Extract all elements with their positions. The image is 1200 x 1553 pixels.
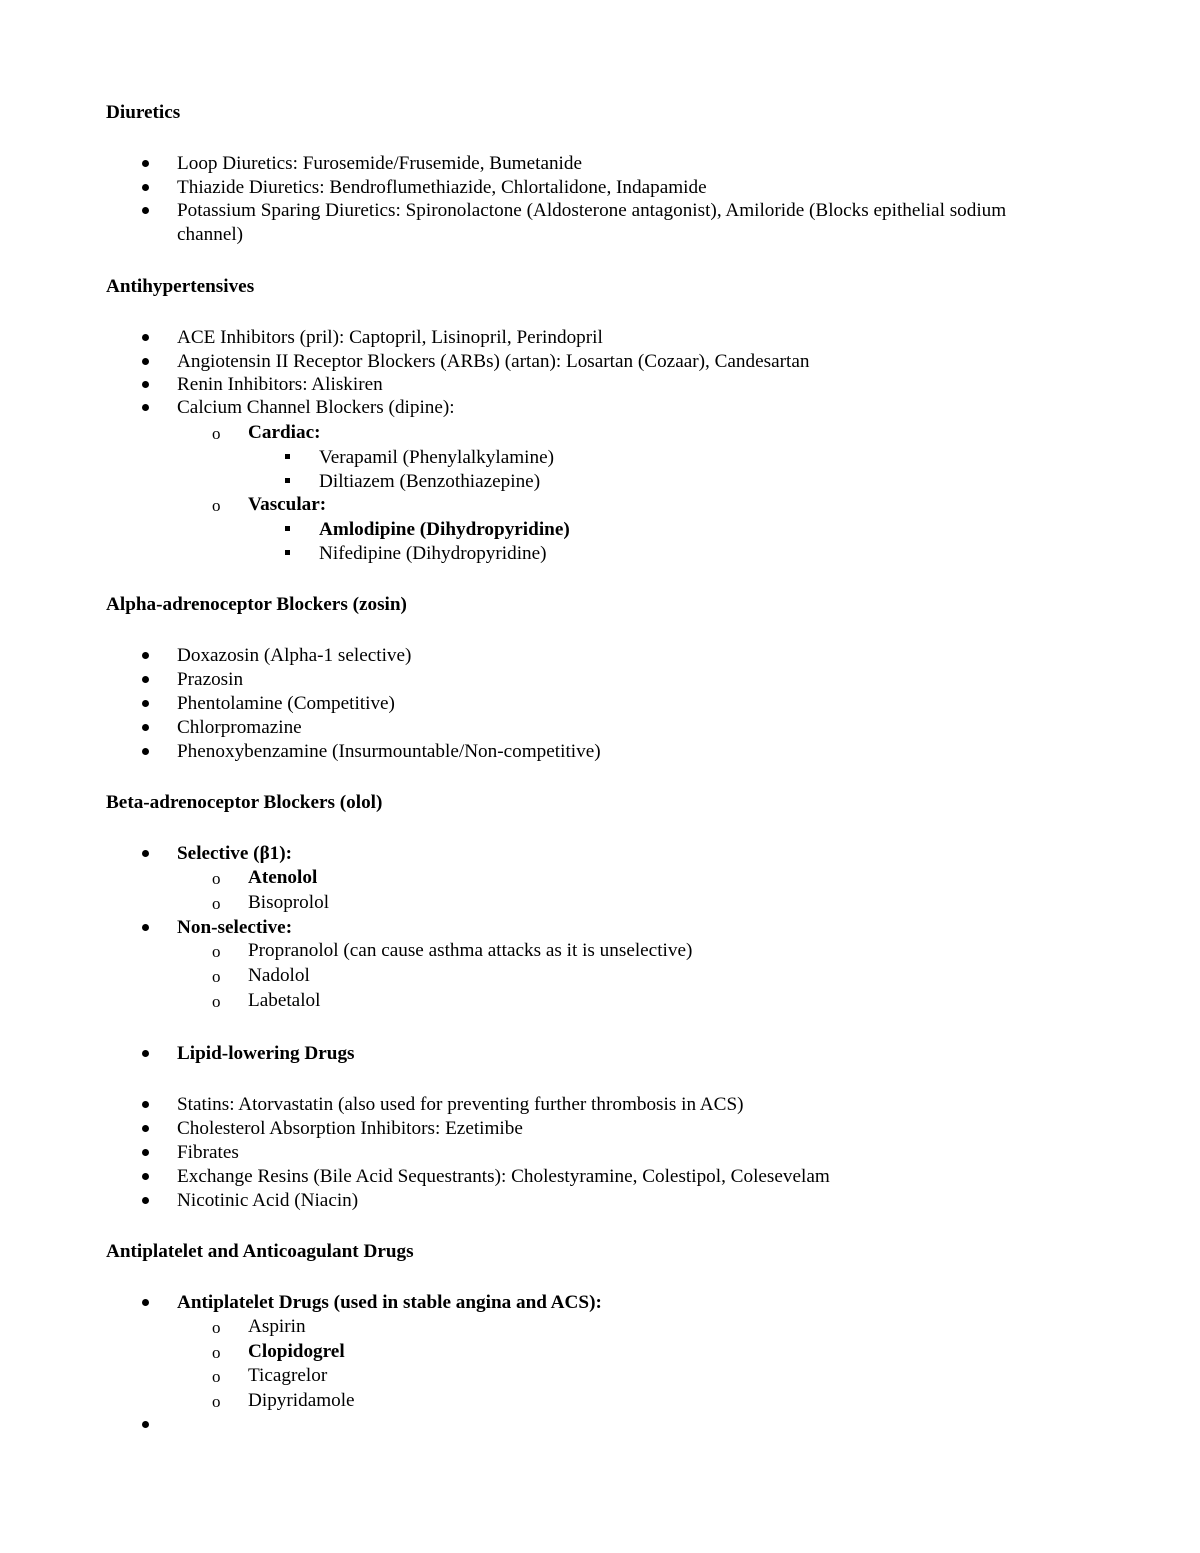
bullet-marker bbox=[142, 358, 149, 365]
section-heading-lipid-lowering: Lipid-lowering Drugs bbox=[177, 1043, 355, 1064]
list-item-label: Non-selective: bbox=[177, 917, 293, 938]
square-bullet-marker bbox=[285, 526, 290, 531]
sub-sub-list-item: Nifedipine (Dihydropyridine) bbox=[319, 543, 547, 564]
sub-list-label: Vascular: bbox=[248, 494, 327, 515]
list-item: Calcium Channel Blockers (dipine): bbox=[177, 397, 455, 418]
bullet-marker bbox=[142, 1299, 149, 1306]
sub-list-item: Dipyridamole bbox=[248, 1390, 355, 1411]
sub-sub-list-item: Verapamil (Phenylalkylamine) bbox=[319, 447, 554, 468]
sub-list-label: Cardiac: bbox=[248, 422, 321, 443]
bullet-marker bbox=[142, 724, 149, 731]
square-bullet-marker bbox=[285, 454, 290, 459]
bullet-marker bbox=[142, 748, 149, 755]
list-item: Renin Inhibitors: Aliskiren bbox=[177, 374, 383, 395]
list-item: ACE Inhibitors (pril): Captopril, Lisinopril, Perindopril bbox=[177, 327, 603, 348]
sub-bullet-marker: o bbox=[212, 424, 221, 443]
bullet-marker bbox=[142, 160, 149, 167]
bullet-marker-empty bbox=[142, 1421, 149, 1428]
sub-bullet-marker: o bbox=[212, 1343, 221, 1362]
sub-list-item: Clopidogrel bbox=[248, 1341, 345, 1362]
sub-bullet-marker: o bbox=[212, 1392, 221, 1411]
list-item: Exchange Resins (Bile Acid Sequestrants): Cholestyramine, Colestipol, Colesevelam bbox=[177, 1166, 830, 1187]
sub-bullet-marker: o bbox=[212, 894, 221, 913]
bullet-marker bbox=[142, 381, 149, 388]
bullet-marker bbox=[142, 334, 149, 341]
sub-list-item: Labetalol bbox=[248, 990, 321, 1011]
list-item: Angiotensin II Receptor Blockers (ARBs) (artan): Losartan (Cozaar), Candesartan bbox=[177, 351, 810, 372]
list-item-label: Antiplatelet Drugs (used in stable angina and ACS): bbox=[177, 1292, 602, 1313]
sub-bullet-marker: o bbox=[212, 1367, 221, 1386]
list-item: Thiazide Diuretics: Bendroflumethiazide, Chlortalidone, Indapamide bbox=[177, 177, 707, 198]
bullet-marker bbox=[142, 1173, 149, 1180]
section-heading-antihypertensives: Antihypertensives bbox=[106, 276, 255, 297]
list-item: Nicotinic Acid (Niacin) bbox=[177, 1190, 359, 1211]
section-heading-diuretics: Diuretics bbox=[106, 102, 181, 123]
section-heading-alpha-blockers: Alpha-adrenoceptor Blockers (zosin) bbox=[106, 594, 407, 615]
sub-list-item: Propranolol (can cause asthma attacks as it is unselective) bbox=[248, 940, 693, 961]
bullet-marker bbox=[142, 924, 149, 931]
list-item: Loop Diuretics: Furosemide/Frusemide, Bumetanide bbox=[177, 153, 582, 174]
bullet-marker bbox=[142, 850, 149, 857]
square-bullet-marker bbox=[285, 478, 290, 483]
list-item: Phenoxybenzamine (Insurmountable/Non-competitive) bbox=[177, 741, 601, 762]
list-item: Doxazosin (Alpha-1 selective) bbox=[177, 645, 412, 666]
bullet-marker bbox=[142, 652, 149, 659]
list-item-label: Selective (β1): bbox=[177, 843, 293, 864]
sub-list-item: Atenolol bbox=[248, 867, 318, 888]
bullet-marker bbox=[142, 1050, 149, 1057]
sub-bullet-marker: o bbox=[212, 496, 221, 515]
bullet-marker bbox=[142, 700, 149, 707]
sub-list-item: Ticagrelor bbox=[248, 1365, 328, 1386]
sub-list-item: Bisoprolol bbox=[248, 892, 330, 913]
sub-list-item: Nadolol bbox=[248, 965, 310, 986]
sub-sub-list-item: Amlodipine (Dihydropyridine) bbox=[319, 519, 570, 540]
list-item: Cholesterol Absorption Inhibitors: Ezetimibe bbox=[177, 1118, 523, 1139]
bullet-marker bbox=[142, 404, 149, 411]
list-item: Fibrates bbox=[177, 1142, 239, 1163]
sub-bullet-marker: o bbox=[212, 942, 221, 961]
bullet-marker bbox=[142, 184, 149, 191]
sub-bullet-marker: o bbox=[212, 967, 221, 986]
list-item: Prazosin bbox=[177, 669, 244, 690]
section-heading-antiplatelet: Antiplatelet and Anticoagulant Drugs bbox=[106, 1241, 414, 1262]
sub-bullet-marker: o bbox=[212, 869, 221, 888]
sub-sub-list-item: Diltiazem (Benzothiazepine) bbox=[319, 471, 541, 492]
bullet-marker bbox=[142, 1101, 149, 1108]
bullet-marker bbox=[142, 1197, 149, 1204]
bullet-marker bbox=[142, 207, 149, 214]
section-heading-beta-blockers: Beta-adrenoceptor Blockers (olol) bbox=[106, 792, 383, 813]
list-item: Statins: Atorvastatin (also used for preventing further thrombosis in ACS) bbox=[177, 1094, 744, 1115]
sub-bullet-marker: o bbox=[212, 992, 221, 1011]
list-item: Chlorpromazine bbox=[177, 717, 302, 738]
square-bullet-marker bbox=[285, 550, 290, 555]
bullet-marker bbox=[142, 1149, 149, 1156]
sub-bullet-marker: o bbox=[212, 1318, 221, 1337]
list-item: Potassium Sparing Diuretics: Spironolactone (Aldosterone antagonist), Amiloride (Blocks epithelial sodium bbox=[177, 200, 1007, 221]
list-item-continuation: channel) bbox=[177, 224, 244, 245]
bullet-marker bbox=[142, 1125, 149, 1132]
sub-list-item: Aspirin bbox=[248, 1316, 306, 1337]
list-item: Phentolamine (Competitive) bbox=[177, 693, 395, 714]
bullet-marker bbox=[142, 676, 149, 683]
